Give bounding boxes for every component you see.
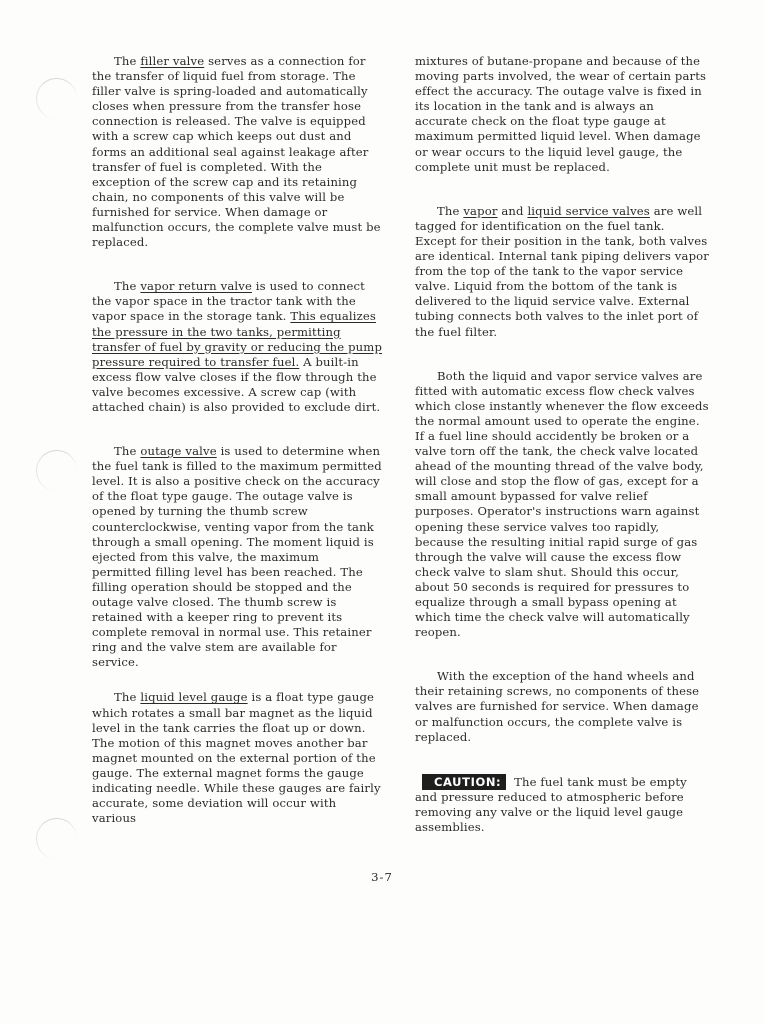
- binder-hole-mark: [36, 450, 77, 491]
- liquid-level-gauge-paragraph: The liquid level gauge is a float type gauge which rotates a small bar magnet as the liquid level in the tank carries the float up or down. The motion of this magnet moves another bar magnet mounted on the external portion of the gauge. The external magnet forms the gauge indicating needle. While these gauges are fairly accurate, some deviation will occur with various: [92, 690, 381, 826]
- liquid-level-gauge-term: liquid level gauge: [140, 690, 248, 705]
- filler-valve-term: filler valve: [140, 54, 205, 68]
- vapor-return-valve-term: vapor return valve: [140, 279, 252, 294]
- service-valves-paragraph: The vapor and liquid service valves are well tagged for identification on the fuel tank. Except for their position in the tank, both valves are identical. Internal tank piping delivers vapor from the top of the tank to the vapor service valve. Liquid from the bottom of the tank is delivered to the liquid service valve. External tubing connects both valves to the inlet port of the fuel filter.: [415, 203, 709, 339]
- left-column: [92, 54, 382, 826]
- right-column: [415, 54, 709, 835]
- excess-flow-check-paragraph: Both the liquid and vapor service valves are fitted with automatic excess flow check valves which close instantly whenever the flow exceeds the normal amount used to operate the engine. If a fuel line should accidently be broken or a valve torn off the tank, the check valve located ahead of the mounting thread of the valve body, will close and stop the flow of gas, except for a small amount bypassed for valve relief purposes. Operator's instructions warn against opening these service valves too rapidly, because the resulting initial rapid surge of gas through the valve will cause the excess flow check valve to slam shut. Should this occur, about 50 seconds is required for pressures to equalize through a small bypass opening at which time the check valve will automatically reopen.: [415, 368, 709, 640]
- hand-wheels-paragraph: With the exception of the hand wheels and their retaining screws, no components of these valves are furnished for service. When damage or malfunction occurs, the complete valve is replaced.: [415, 669, 700, 744]
- binder-hole-mark: [36, 78, 77, 119]
- page-number: 3-7: [371, 870, 393, 884]
- filler-valve-paragraph: The filler valve serves as a connection for the transfer of liquid fuel from storage. The filler valve is spring-loaded and automatically closes when pressure from the transfer hose connection is released. The valve is equipped with a screw cap which keeps out dust and forms an additional seal against leakage after transfer of fuel is completed. With the exception of the screw cap and its retaining chain, no components of this valve will be furnished for service. When damage or malfunction occurs, the complete valve must be replaced.: [92, 54, 381, 250]
- caution-paragraph: CAUTION: The fuel tank must be empty and pressure reduced to atmospheric before removing any valve or the liquid level gauge assemblies.: [415, 774, 687, 835]
- vapor-return-valve-paragraph: The vapor return valve is used to connect the vapor space in the tractor tank with the vapor space in the storage tank. This equalizes the pressure in the two tanks, permitting transfer of fuel by gravity or reducing the pump pressure required to transfer fuel. A built-in excess flow valve closes if the flow through the valve becomes excessive. A screw cap (with attached chain) is also provided to exclude dirt.: [92, 279, 383, 414]
- gauge-accuracy-paragraph: mixtures of butane-propane and because of the moving parts involved, the wear of certain parts effect the accuracy. The outage valve is fixed in its location in the tank and is always an accurate check on the float type gauge at maximum permitted liquid level. When damage or wear occurs to the liquid level gauge, the complete unit must be replaced.: [415, 54, 707, 174]
- outage-valve-paragraph: The outage valve is used to determine when the fuel tank is filled to the maximum permitted level. It is also a positive check on the accuracy of the float type gauge. The outage valve is opened by turning the thumb screw counterclockwise, venting vapor from the tank through a small opening. The moment liquid is ejected from this valve, the maximum permitted filling level has been reached. The filling operation should be stopped and the outage valve closed. The thumb screw is retained with a keeper ring to prevent its complete removal in normal use. This retainer ring and the valve stem are available for service.: [92, 444, 382, 670]
- equalizes-pressure-underlined-sentence: This equalizes the pressure in the two tanks, permitting transfer of fuel by gravity or reducing the pump pressure required to transfer fuel.: [92, 309, 383, 369]
- vapor-term: vapor: [463, 203, 498, 218]
- binder-hole-mark: [36, 818, 77, 859]
- outage-valve-term: outage valve: [140, 444, 217, 459]
- liquid-service-valves-term: liquid service valves: [527, 203, 650, 218]
- caution-label: CAUTION:: [422, 774, 506, 790]
